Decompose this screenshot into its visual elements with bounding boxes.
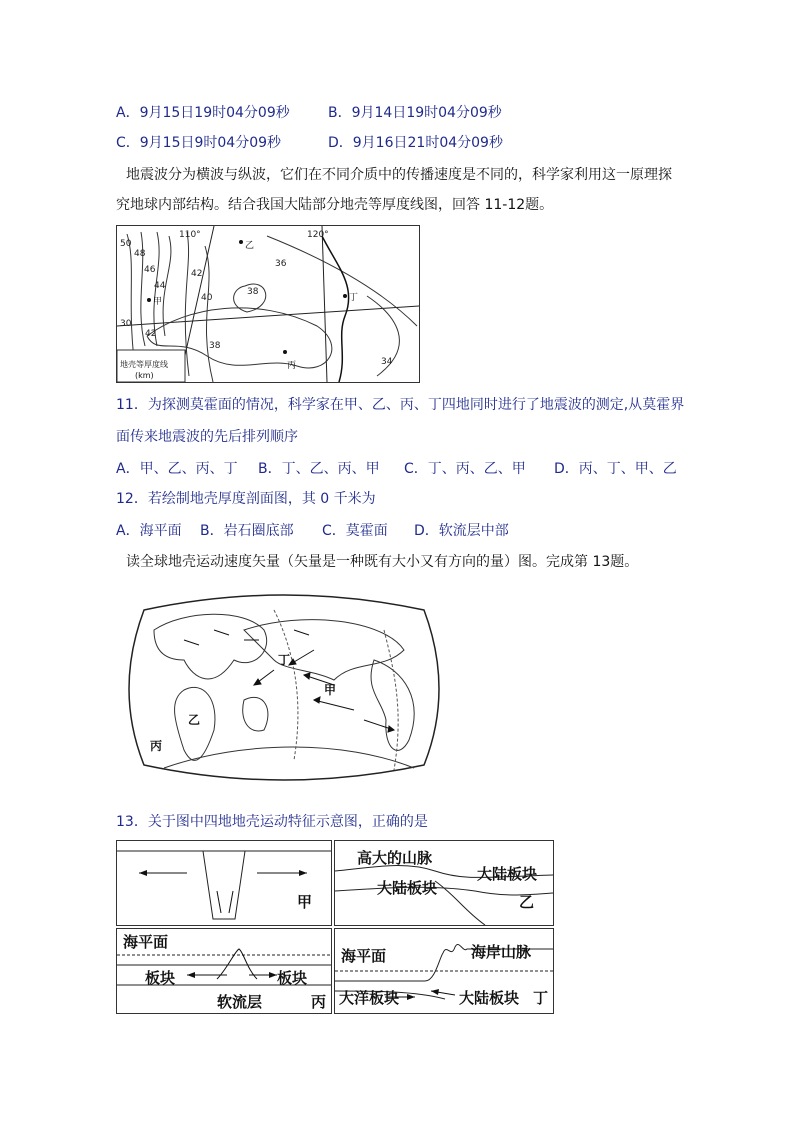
q12-option-b: B．岩石圈底部 <box>200 523 294 539</box>
panel-jia <box>116 840 332 926</box>
intro-seismic-line2: 究地球内部结构。结合我国大陆部分地壳等厚度线图，回答 11-12题。 <box>116 197 554 213</box>
legend-isoline-label: 地壳等厚度线 <box>120 360 168 369</box>
place-jia: 甲 <box>153 297 163 307</box>
place-ding: 丁 <box>349 293 359 303</box>
crust-thickness-svg <box>117 226 419 382</box>
panel-bing <box>116 928 332 1014</box>
isoline-label: 48 <box>134 249 146 259</box>
q12-option-a: A．海平面 <box>116 523 182 539</box>
longitude-110: 110° <box>179 230 201 240</box>
q13-stem: 13．关于图中四地地壳运动特征示意图，正确的是 <box>116 814 428 830</box>
panel-ding-cont-plate: 大陆板块 <box>459 989 520 1007</box>
panel-bing-plate-right: 板块 <box>277 969 308 987</box>
q11-stem-line2: 面传来地震波的先后排列顺序 <box>116 429 298 445</box>
option-b-time: B．9月14日19时04分09秒 <box>328 105 502 121</box>
place-yi: 乙 <box>245 241 255 251</box>
panel-yi <box>334 840 554 926</box>
longitude-120: 120° <box>307 230 329 240</box>
panel-ding <box>334 928 554 1014</box>
isoline-label: 40 <box>201 293 213 303</box>
isoline-label: 38 <box>209 341 221 351</box>
isoline-label: 46 <box>144 265 156 275</box>
isoline-label: 30 <box>120 319 132 329</box>
panel-bing-svg <box>117 929 331 1013</box>
panel-ding-sea: 海平面 <box>341 947 387 965</box>
panel-jia-tag: 甲 <box>297 893 313 911</box>
option-d-time: D．9月16日21时04分09秒 <box>328 135 503 151</box>
q11-option-b: B．丁、乙、丙、甲 <box>258 461 380 477</box>
intro-seismic-line1: 地震波分为横波与纵波，它们在不同介质中的传播速度是不同的，科学家利用这一原理探 <box>126 167 672 183</box>
panel-yi-mountain: 高大的山脉 <box>357 849 433 867</box>
panel-bing-plate-left: 板块 <box>145 969 176 987</box>
panel-bing-sea: 海平面 <box>123 933 169 951</box>
panel-jia-svg <box>117 841 331 925</box>
world-label-jia: 甲 <box>324 683 337 697</box>
q11-option-d: D．丙、丁、甲、乙 <box>554 461 677 477</box>
panel-ding-svg <box>335 929 553 1013</box>
world-label-ding: 丁 <box>278 653 291 667</box>
panel-ding-tag: 丁 <box>533 989 549 1007</box>
world-crust-motion-map <box>124 590 444 785</box>
world-map-svg <box>124 590 444 785</box>
q11-option-a: A．甲、乙、丙、丁 <box>116 461 238 477</box>
q11-stem-line1: 11．为探测莫霍面的情况，科学家在甲、乙、丙、丁四地同时进行了地震波的测定,从莫霍界 <box>116 397 685 413</box>
panel-ding-ocean-plate: 大洋板块 <box>339 989 400 1007</box>
isoline-label: 34 <box>381 357 393 367</box>
q12-stem: 12．若绘制地壳厚度剖面图，其 0 千米为 <box>116 491 376 507</box>
world-label-yi: 乙 <box>188 713 201 727</box>
isoline-label: 44 <box>154 281 166 291</box>
q11-option-c: C．丁、丙、乙、甲 <box>404 461 526 477</box>
option-c-time: C．9月15日9时04分09秒 <box>116 135 282 151</box>
option-a-time: A．9月15日19时04分09秒 <box>116 105 290 121</box>
panel-yi-plate-left: 大陆板块 <box>377 879 438 897</box>
panel-yi-svg <box>335 841 553 925</box>
panel-yi-plate-right: 大陆板块 <box>477 865 538 883</box>
crust-thickness-map <box>116 225 420 383</box>
isoline-label: 36 <box>275 259 287 269</box>
isoline-label: 42 <box>145 329 157 339</box>
q12-option-c: C．莫霍面 <box>322 523 388 539</box>
panel-bing-tag: 丙 <box>311 993 327 1011</box>
place-bing: 丙 <box>287 361 297 371</box>
world-label-bing: 丙 <box>150 739 163 753</box>
isoline-label: 38 <box>247 287 259 297</box>
intro-vector-map: 读全球地壳运动速度矢量（矢量是一种既有大小又有方向的量）图。完成第 13题。 <box>126 554 639 570</box>
q12-option-d: D．软流层中部 <box>414 523 509 539</box>
panel-bing-asthenosphere: 软流层 <box>217 993 263 1011</box>
panel-yi-tag: 乙 <box>519 893 535 911</box>
isoline-label: 42 <box>191 269 203 279</box>
legend-unit: (km) <box>135 371 154 380</box>
isoline-label: 50 <box>120 239 132 249</box>
panel-ding-mountain: 海岸山脉 <box>471 943 532 961</box>
